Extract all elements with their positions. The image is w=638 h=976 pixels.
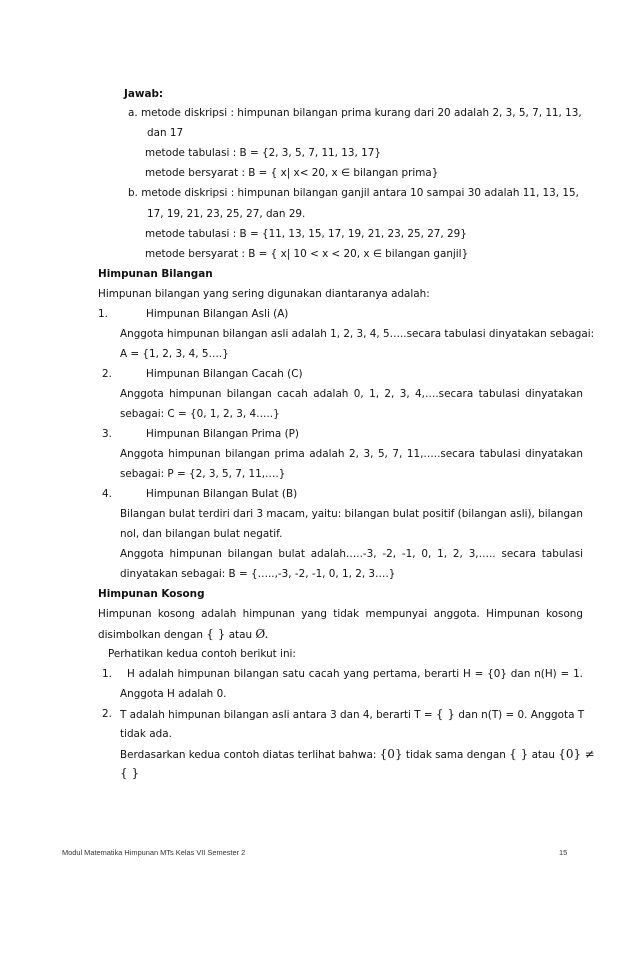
footer-title: Modul Matematika Himpunan MTs Kelas VII Semester 2 [62,848,246,857]
himpunan-bilangan-heading: Himpunan Bilangan [98,268,213,280]
item-2-number: 2. [102,368,112,380]
not-equal-symbol: ≠ [584,747,595,761]
empty-set-symbol: Ø. [255,627,269,641]
conclusion-text-c: atau [531,749,555,761]
item-2-line2: sebagai: C = {0, 1, 2, 3, 4…..} [120,408,280,420]
kosong-paragraph-line1: Himpunan kosong adalah himpunan yang tidak mempunyai anggota. Himpunan kosong [98,608,583,620]
zero-set-symbol-2: {0} [558,747,582,761]
item-3-line2: sebagai: P = {2, 3, 5, 7, 11,….} [120,468,286,480]
himpunan-bilangan-intro: Himpunan bilangan yang sering digunakan diantaranya adalah: [98,288,430,300]
empty-braces-symbol-t: { } [435,707,456,721]
jawab-a-tabulasi: metode tabulasi : B = {2, 3, 5, 7, 11, 13, 17} [145,147,381,159]
kosong-paragraph-line2 [98,627,268,642]
item-3-title: Himpunan Bilangan Prima (P) [146,428,299,440]
example-1-line2: Anggota H adalah 0. [120,688,227,700]
conclusion-line1 [120,747,595,762]
example-2-text-a: T adalah himpunan bilangan asli antara 3 dan 4, berarti T = [120,709,433,721]
example-2-number: 2. [102,708,112,720]
kosong-text-b: atau [228,629,253,641]
item-4-line4: dinyatakan sebagai: B = {…..,-3, -2, -1, 0, 1, 2, 3….} [120,568,396,580]
item-1-line2: A = {1, 2, 3, 4, 5….} [120,348,229,360]
conclusion-line2-braces: { } [120,766,140,780]
item-4-line1: Bilangan bulat terdiri dari 3 macam, yaitu: bilangan bulat positif (bilangan asli), bilangan [120,508,583,520]
jawab-a-line1: a. metode diskripsi : himpunan bilangan prima kurang dari 20 adalah 2, 3, 5, 7, 11, 13, [128,107,582,119]
jawab-b-tabulasi: metode tabulasi : B = {11, 13, 15, 17, 19, 21, 23, 25, 27, 29} [145,228,467,240]
kosong-examples-intro: Perhatikan kedua contoh berikut ini: [108,648,296,660]
item-4-title: Himpunan Bilangan Bulat (B) [146,488,298,500]
jawab-b-line2: 17, 19, 21, 23, 25, 27, dan 29. [147,208,306,220]
jawab-a-line2: dan 17 [147,127,184,139]
himpunan-kosong-heading: Himpunan Kosong [98,588,205,600]
item-1-title: Himpunan Bilangan Asli (A) [146,308,289,320]
item-2-title: Himpunan Bilangan Cacah (C) [146,368,303,380]
zero-set-symbol: {0} [379,747,403,761]
jawab-heading: Jawab: [124,88,164,100]
item-4-line3: Anggota himpunan bilangan bulat adalah…..-3, -2, -1, 0, 1, 2, 3,….. secara tabulasi [120,548,583,560]
item-4-line2: nol, dan bilangan bulat negatif. [120,528,283,540]
item-2-line1: Anggota himpunan bilangan cacah adalah 0, 1, 2, 3, 4,….secara tabulasi dinyatakan [120,388,583,400]
example-1-number: 1. [102,668,112,680]
example-2-text-b: dan n(T) = 0. Anggota T [458,709,585,721]
item-1-line1: Anggota himpunan bilangan asli adalah 1, 2, 3, 4, 5…..secara tabulasi dinyatakan sebagai: [120,328,595,340]
item-1-number: 1. [98,308,108,320]
item-3-line1: Anggota himpunan bilangan prima adalah 2, 3, 5, 7, 11,…..secara tabulasi dinyatakan [120,448,583,460]
empty-braces-symbol-c: { } [509,747,529,761]
page-number: 15 [559,848,568,857]
example-1-line1: H adalah himpunan bilangan satu cacah yang pertama, berarti H = {0} dan n(H) = 1. [127,668,583,680]
kosong-text-a: disimbolkan dengan [98,629,203,641]
item-3-number: 3. [102,428,112,440]
example-2-line2: tidak ada. [120,728,172,740]
jawab-a-bersyarat: metode bersyarat : B = { x| x< 20, x ∈ bilangan prima} [145,167,439,179]
conclusion-text-a: Berdasarkan kedua contoh diatas terlihat bahwa: [120,749,377,761]
item-4-number: 4. [102,488,112,500]
empty-braces-symbol: { } [206,627,226,641]
conclusion-text-b: tidak sama dengan [405,749,506,761]
jawab-b-bersyarat: metode bersyarat : B = { x| 10 < x < 20, x ∈ bilangan ganjil} [145,248,469,260]
jawab-b-line1: b. metode diskripsi : himpunan bilangan ganjil antara 10 sampai 30 adalah 11, 13, 15, [128,187,579,199]
example-2-line1 [120,707,584,722]
